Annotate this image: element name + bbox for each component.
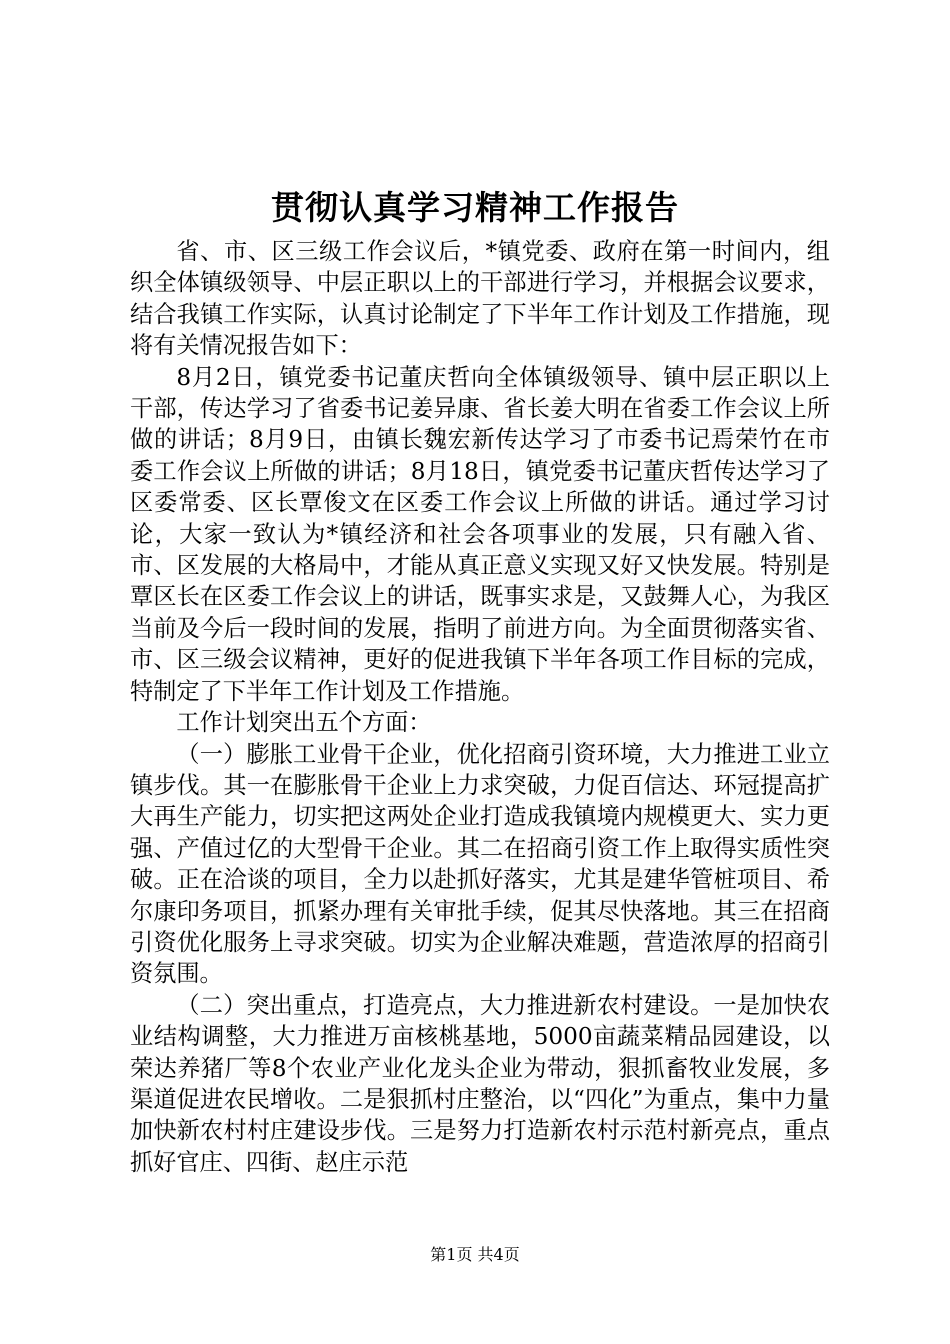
paragraph-plan-heading: 工作计划突出五个方面： [176,709,432,737]
page-footer: 第1页 共4页 [430,1245,520,1264]
paragraph-intro: 省、市、区三级工作会议后，*镇党委、政府在第一时间内，组织全体镇级领导、中层正职以上的干部进行学习，并根据会议要求，结合我镇工作实际，认真讨论制定了下半年工作计划及工作措施，现将有关情况报告如下： [130,238,830,360]
document-title: 贯彻认真学习精神工作报告 [271,188,679,227]
paragraph-study: 8月2日，镇党委书记董庆哲向全体镇级领导、镇中层正职以上干部，传达学习了省委书记姜异康、省长姜大明在省委工作会议上所做的讲话；8月9日，由镇长魏宏新传达学习了市委书记焉荣竹在市委工作会议上所做的讲话；8月18日，镇党委书记董庆哲传达学习了区委常委、区长覃俊文在区委工作会议上所做的讲话。通过学习讨论，大家一致认为*镇经济和社会各项事业的发展，只有融入省、市、区发展的大格局中，才能从真正意义实现又好又快发展。特别是覃区长在区委工作会议上的讲话，既事实求是，又鼓舞人心，为我区当前及今后一段时间的发展，指明了前进方向。为全面贯彻落实省、市、区三级会议精神，更好的促进我镇下半年各项工作目标的完成，特制定了下半年工作计划及工作措施。 [130,363,830,705]
paragraph-plan-2: （二）突出重点，打造亮点，大力推进新农村建设。一是加快农业结构调整，大力推进万亩核桃基地，5000亩蔬菜精品园建设，以荣达养猪厂等8个农业产业化龙头企业为带动，狠抓畜牧业发展，多渠道促进农民增收。二是狠抓村庄整治，以“四化”为重点，集中力量加快新农村村庄建设步伐。三是努力打造新农村示范村新亮点，重点抓好官庄、四街、赵庄示范 [130,991,830,1176]
paragraph-plan-1: （一）膨胀工业骨干企业，优化招商引资环境，大力推进工业立镇步伐。其一在膨胀骨干企业上力求突破，力促百信达、环冠提高扩大再生产能力，切实把这两处企业打造成我镇境内规模更大、实力更强、产值过亿的大型骨干企业。其二在招商引资工作上取得实质性突破。正在洽谈的项目，全力以赴抓好落实，尤其是建华管桩项目、希尔康印务项目，抓紧办理有关审批手续，促其尽快落地。其三在招商引资优化服务上寻求突破。切实为企业解决难题，营造浓厚的招商引资氛围。 [130,740,830,988]
document-body [130,236,830,1178]
